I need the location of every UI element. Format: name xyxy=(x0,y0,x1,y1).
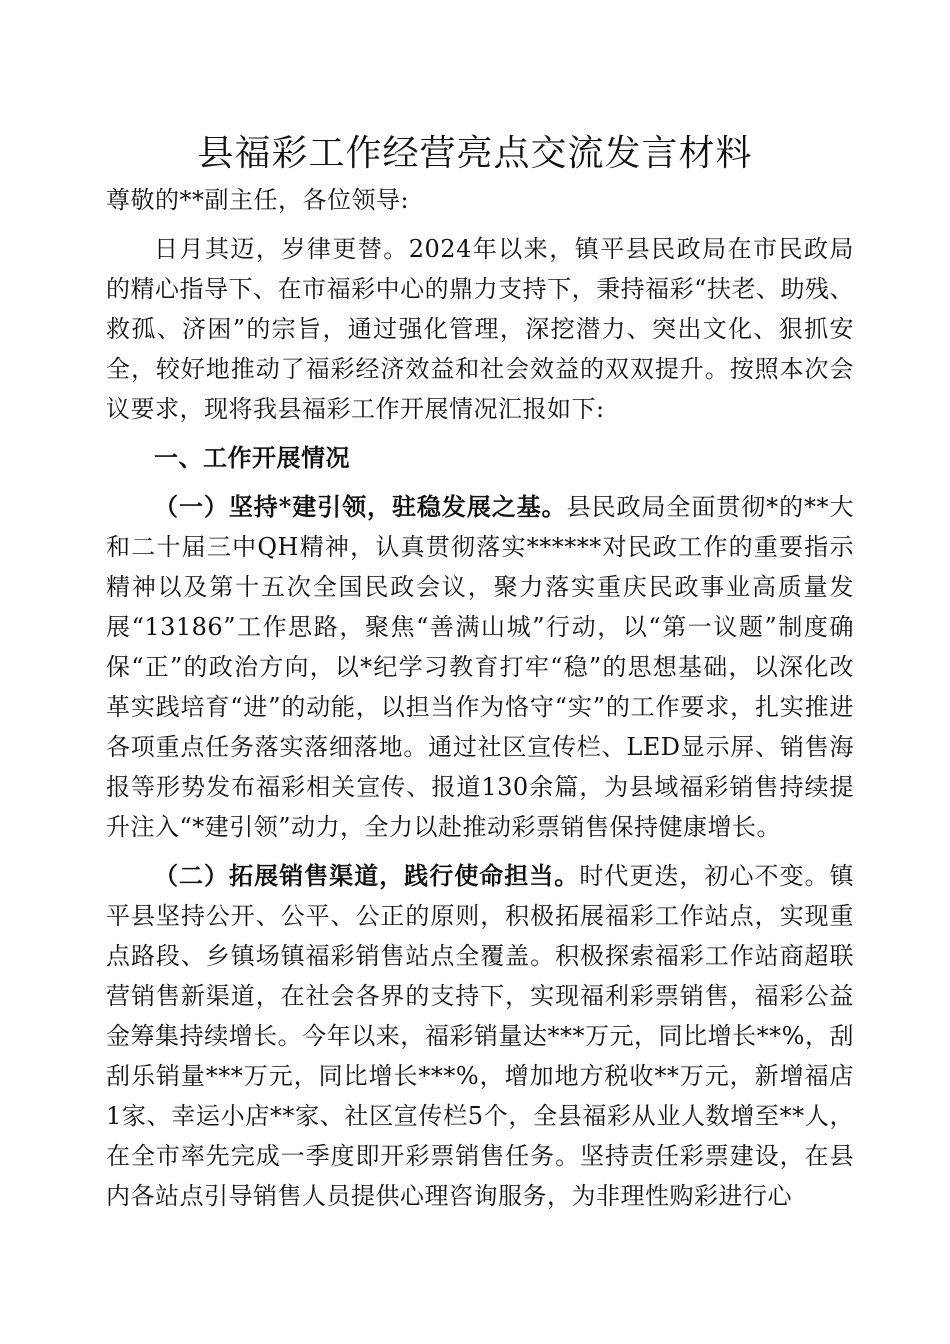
section-heading-1: 一、工作开展情况 xyxy=(154,444,350,472)
paragraph-2-lead: （二）拓展销售渠道，践行使命担当。 xyxy=(154,861,580,890)
document-title: 县福彩工作经营亮点交流发言材料 xyxy=(197,133,753,174)
intro-paragraph: 日月其迈，岁律更替。2024年以来，镇平县民政局在市民政局的精心指导下、在市福彩中心的鼎力支持下，秉持福彩“扶老、助残、救孤、济困”的宗旨，通过强化管理，深挖潜力、突出文化、狠抓安全，较好地推动了福彩经济效益和社会效益的双双提升。按照本次会议要求，现将我县福彩工作开展情况汇报如下: xyxy=(106,235,854,423)
paragraph-1-lead: （一）坚持*建引领，驻稳发展之基。 xyxy=(154,492,567,521)
paragraph-1 xyxy=(106,487,854,847)
paragraph-1-body: 县民政局全面贯彻*的**大和二十届三中QH精神，认真贯彻落实******对民政工作的重要指示精神以及第十五次全国民政会议，聚力落实重庆民政事业高质量发展“13186”工作思路，聚焦“善满山城”行动，以“第一议题”制度确保“正”的政治方向，以*纪学习教育打牢“稳”的思想基础，以深化改革实践培育“进”的动能，以担当作为恪守“实”的工作要求，扎实推进各项重点任务落实落细落地。通过社区宣传栏、LED显示屏、销售海报等形势发布福彩相关宣传、报道130余篇，为县域福彩销售持续提升注入“*建引领”动力，全力以赴推动彩票销售保持健康增长。 xyxy=(106,493,854,841)
document-body xyxy=(106,180,854,1225)
paragraph-2-body: 时代更迭，初心不变。镇平县坚持公开、公平、公正的原则，积极拓展福彩工作站点，实现重点路段、乡镇场镇福彩销售站点全覆盖。积极探索福彩工作站商超联营销售新渠道，在社会各界的支持下，实现福利彩票销售，福彩公益金筹集持续增长。今年以来，福彩销量达***万元，同比增长**%，刮刮乐销量***万元，同比增长***%，增加地方税收**万元，新增福店1家、幸运小店**家、社区宣传栏5个，全县福彩从业人数增至**人，在全市率先完成一季度即开彩票销售任务。坚持责任彩票建设，在县内各站点引导销售人员提供心理咨询服务，为非理性购彩进行心 xyxy=(106,862,855,1210)
paragraph-2 xyxy=(106,856,854,1216)
salutation: 尊敬的**副主任，各位领导: xyxy=(106,186,410,214)
